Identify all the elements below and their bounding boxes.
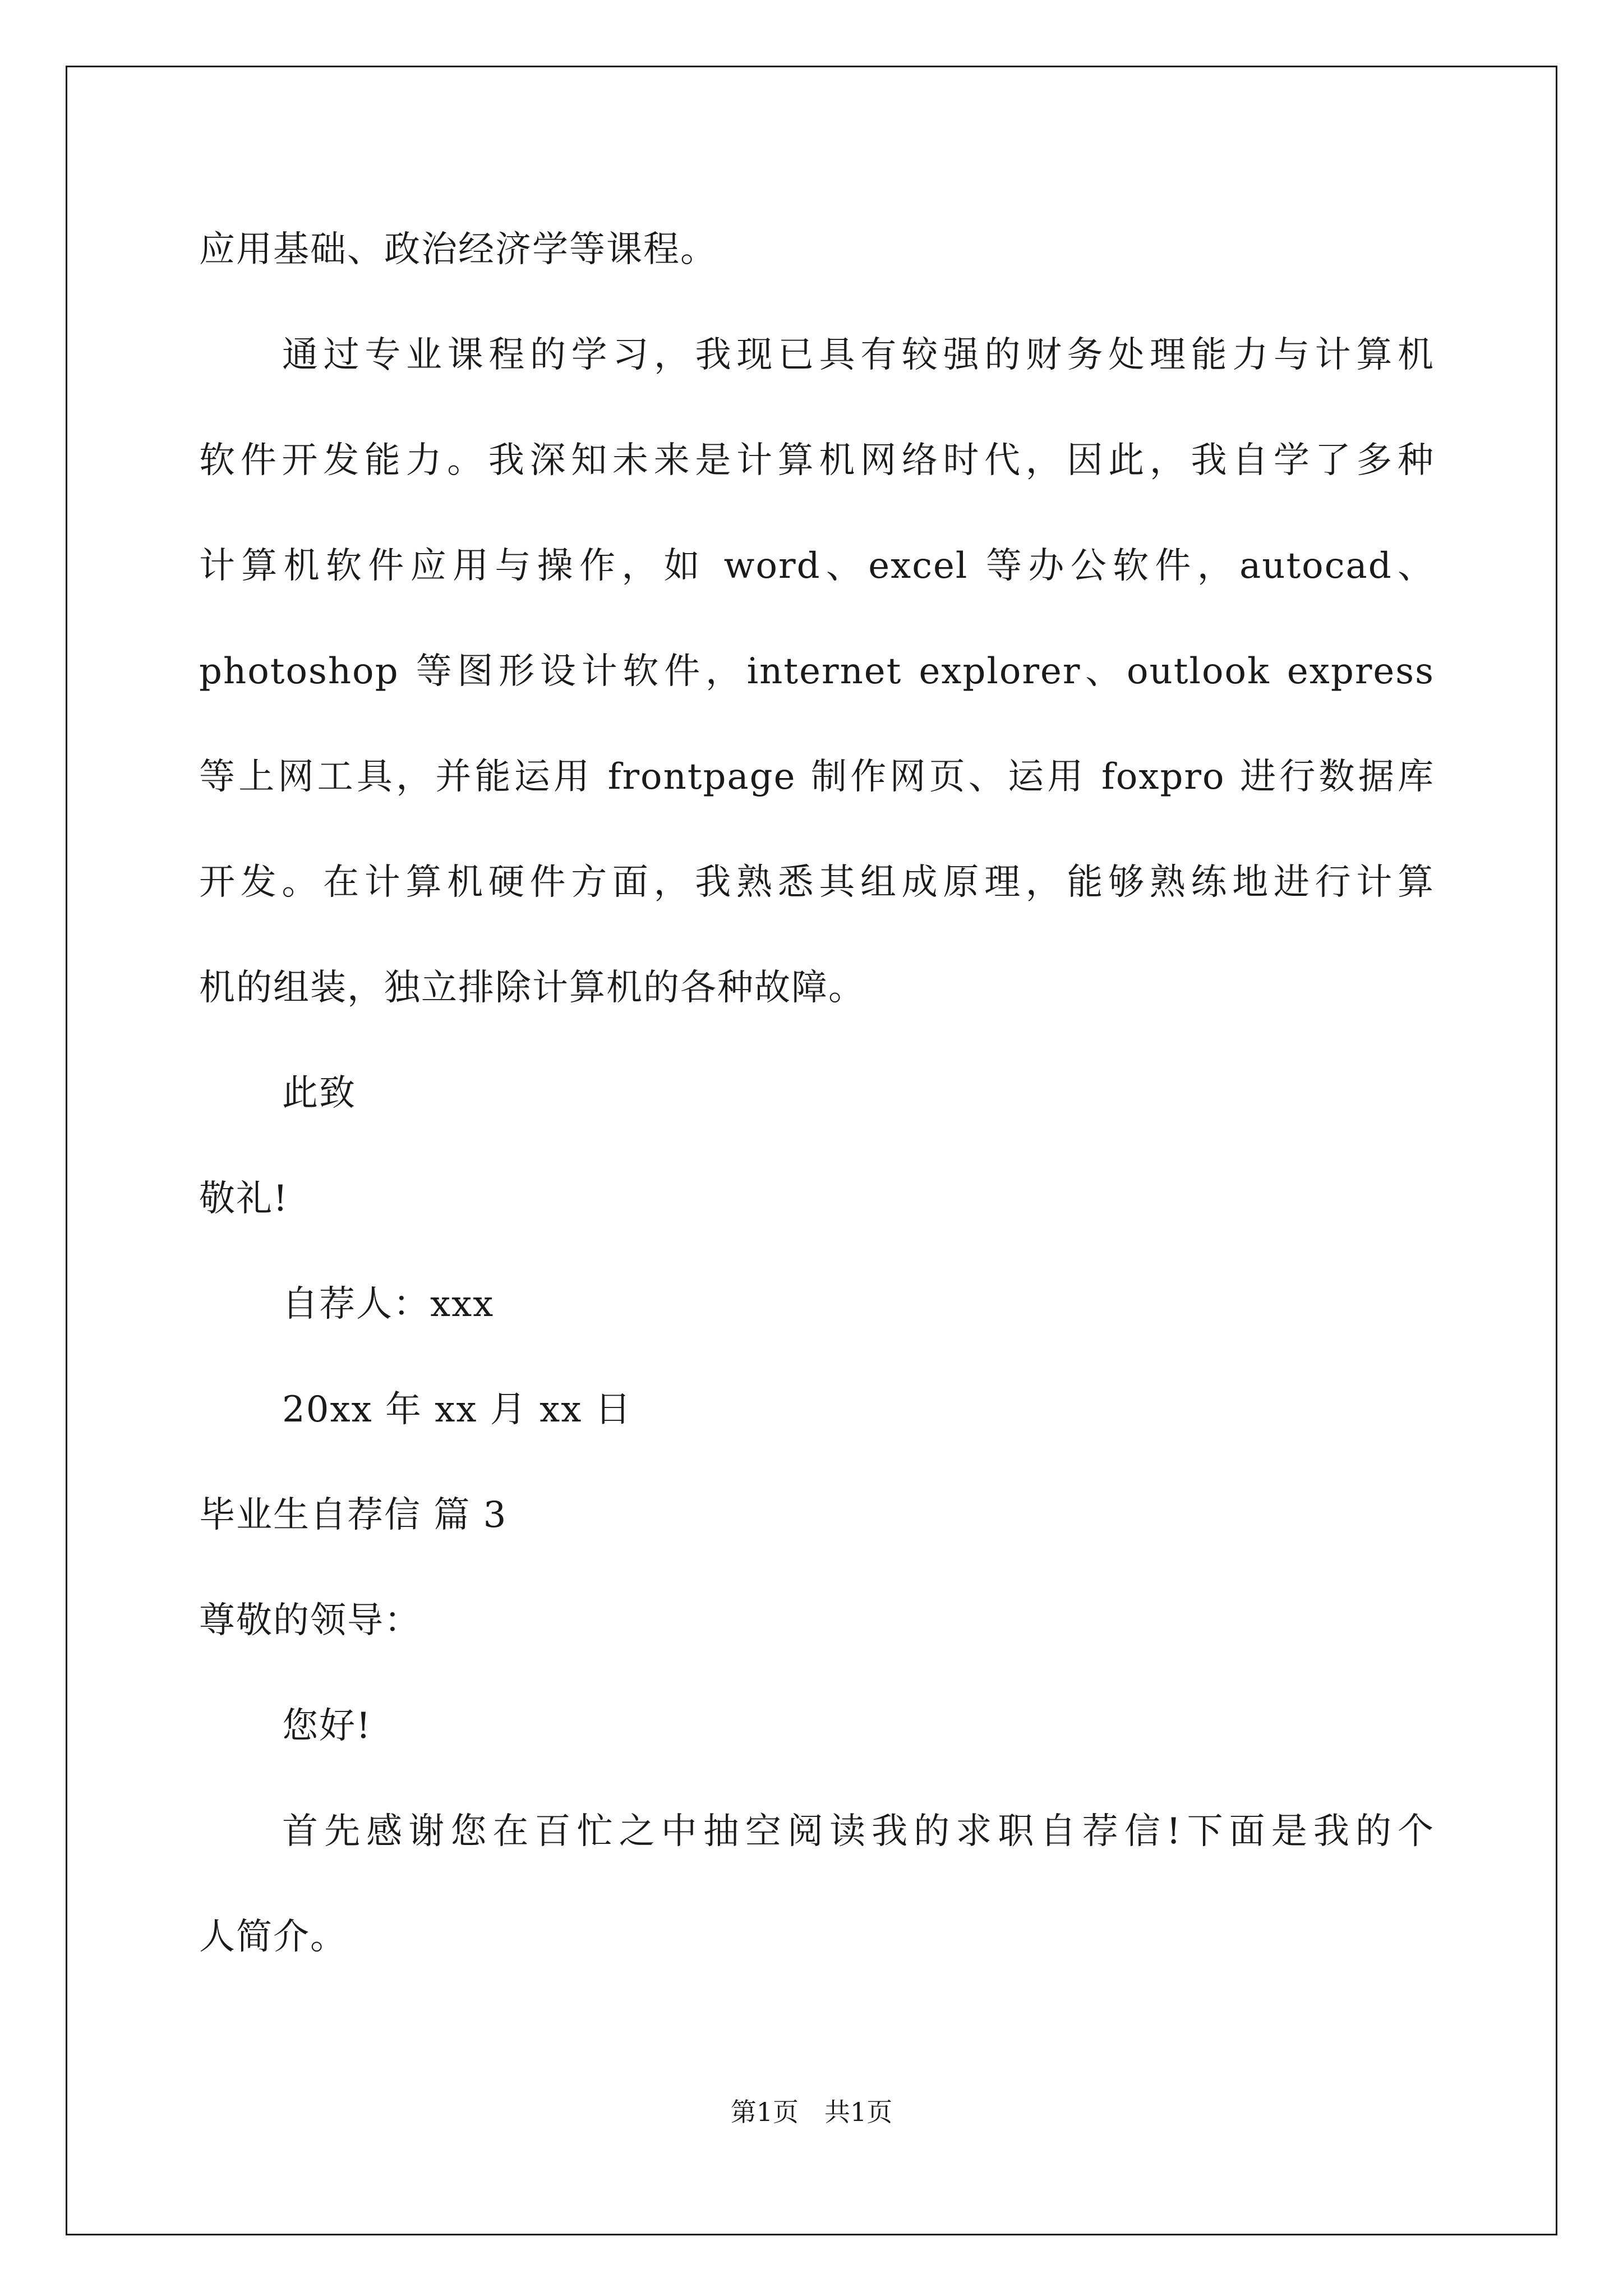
greeting-line: 尊敬的领导： — [199, 1600, 421, 1641]
paragraph-line: 机的组装，独立排除计算机的各种故障。 — [199, 967, 865, 1009]
greeting-line: 您好! — [282, 1705, 372, 1747]
paragraph-line: 开发。在计算机硬件方面，我熟悉其组成原理，能够熟练地进行计算 — [199, 862, 1435, 903]
paragraph-line: 软件开发能力。我深知未来是计算机网络时代，因此，我自学了多种 — [199, 440, 1435, 481]
paragraph-line: 等上网工具，并能运用 frontpage 制作网页、运用 foxpro 进行数据库 — [199, 756, 1435, 798]
page-border — [66, 66, 1557, 2235]
signature-line: 自荐人：xxx — [282, 1283, 495, 1325]
paragraph-line: 通过专业课程的学习，我现已具有较强的财务处理能力与计算机 — [282, 334, 1435, 376]
paragraph-line: 首先感谢您在百忙之中抽空阅读我的求职自荐信!下面是我的个 — [282, 1811, 1435, 1852]
text-line: 应用基础、政治经济学等课程。 — [199, 229, 717, 270]
section-heading: 毕业生自荐信 篇 3 — [199, 1494, 508, 1536]
paragraph-line: photoshop 等图形设计软件，internet explorer、outlook express — [199, 651, 1435, 692]
closing-line: 此致 — [282, 1073, 356, 1114]
date-line: 20xx 年 xx 月 xx 日 — [282, 1389, 632, 1430]
page-footer: 第1页 共1页 — [730, 2097, 893, 2127]
paragraph-line: 人简介。 — [199, 1916, 347, 1958]
salutation-line: 敬礼! — [199, 1178, 289, 1220]
paragraph-line: 计算机软件应用与操作，如 word、excel 等办公软件，autocad、 — [199, 545, 1435, 587]
